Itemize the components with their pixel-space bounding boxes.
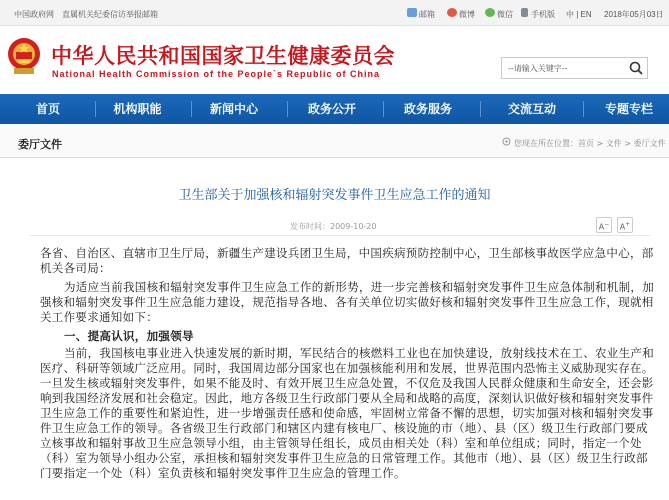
main-nav (0, 94, 669, 124)
search-icon (625, 58, 647, 78)
site-header (0, 26, 669, 94)
gov-portal-link[interactable]: 中国政府网 (14, 10, 54, 19)
top-bar (0, 0, 669, 26)
section-title: 委厅文件 (18, 138, 62, 151)
font-increase-button[interactable]: A+ (617, 217, 633, 233)
nav-home[interactable]: 首页 (35, 102, 60, 116)
current-date: 2018年05月03日 (604, 10, 664, 19)
nav-interaction[interactable]: 交流互动 (507, 102, 556, 116)
site-title[interactable]: 中华人民共和国国家卫生健康委员会 (51, 44, 395, 68)
intro-paragraph: 为适应当前我国核和辐射突发事件卫生应急工作的新形势，进一步完善核和辐射突发事件卫生应急体制和机制，加强核和辐射突发事件卫生应急能力建设，规范指导各地、各有关单位切实做好核和辐射突发事件卫生应急工作，现就相关工作要求通知如下： (40, 280, 654, 324)
location-icon (502, 137, 511, 146)
mobile-icon[interactable] (521, 8, 528, 17)
section-header (0, 124, 669, 158)
report-mailbox-link[interactable]: 直属机关纪委信访举报邮箱 (62, 10, 158, 19)
mail-link[interactable]: 邮箱 (419, 10, 435, 19)
nav-divider (480, 101, 481, 117)
national-emblem-icon (6, 36, 42, 76)
weibo-icon[interactable] (447, 8, 457, 17)
nav-divider (95, 101, 96, 117)
search-button[interactable] (625, 58, 647, 78)
search-box (501, 57, 648, 79)
nav-news[interactable]: 新闻中心 (209, 102, 258, 116)
font-increase-label: A (619, 222, 626, 232)
nav-services[interactable]: 政务服务 (403, 102, 452, 116)
mobile-link[interactable]: 手机版 (531, 10, 555, 19)
language-switch[interactable]: 中 | EN (566, 10, 592, 19)
breadcrumb[interactable]: 您现在所在位置：首页 > 文件 > 委厅文件 (514, 139, 666, 148)
weixin-icon[interactable] (485, 8, 495, 17)
search-input[interactable] (508, 61, 626, 76)
section-body-paragraph: 当前，我国核电事业进入快速发展的新时期，军民结合的核燃料工业也在加快建设，放射线技术在工、农业生产和医疗、科研等领域广泛应用。同时，我国周边部分国家也在加强核能利用和发展，世界范围内恐怖主义威胁现实存在。一旦发生核或辐射突发事件，如果不能及时、有效开展卫生应急处置，不仅危及我国人民群众健康和生命安全，还会影响到我国经济发展和社会稳定。因此，地方各级卫生行政部门要从全局和战略的高度，深刻认识做好核和辐射突发事件卫生应急工作的重要性和紧迫性，进一步增强责任感和使命感，牢固树立常备不懈的思想，切实加强对核和辐射突发事件卫生应急工作的领导。各省级卫生行政部门和辖区内建有核电厂、核设施的市（地）、县（区）级卫生行政部门要成立核事故和辐射事故卫生应急领导小组，由主管领导任组长，成员由相关处（科）室和单位组成；同时，指定一个处（科）室为领导小组办公室，承担核和辐射突发事件卫生应急的日常管理工作。其他市（地）、县（区）级卫生行政部门要指定一个处（科）室负责核和辐射突发事件卫生应急的管理工作。 (40, 346, 654, 480)
nav-divider (287, 101, 288, 117)
nav-divider (191, 101, 192, 117)
recipients-paragraph: 各省、自治区、直辖市卫生厅局，新疆生产建设兵团卫生局，中国疾病预防控制中心，卫生部核事故医学应急中心，部机关各司局： (40, 246, 654, 275)
article-title: 卫生部关于加强核和辐射突发事件卫生应急工作的通知 (178, 188, 491, 203)
nav-divider (383, 101, 384, 117)
font-decrease-button[interactable]: A− (596, 217, 612, 233)
nav-functions[interactable]: 机构职能 (113, 102, 162, 116)
title-divider (30, 235, 650, 236)
nav-topics[interactable]: 专题专栏 (604, 102, 653, 116)
section-heading: 一、提高认识，加强领导 (64, 329, 194, 343)
article (0, 158, 669, 500)
publish-time: 发布时间：2009-10-20 (290, 222, 377, 231)
font-decrease-label: A (598, 222, 605, 232)
site-subtitle: National Health Commission of the People`s Republic of China (52, 69, 381, 79)
mail-icon[interactable] (407, 8, 417, 17)
nav-gov-affairs[interactable]: 政务公开 (307, 102, 356, 116)
weixin-link[interactable]: 微信 (497, 10, 513, 19)
weibo-link[interactable]: 微博 (459, 10, 475, 19)
nav-divider (583, 101, 584, 117)
